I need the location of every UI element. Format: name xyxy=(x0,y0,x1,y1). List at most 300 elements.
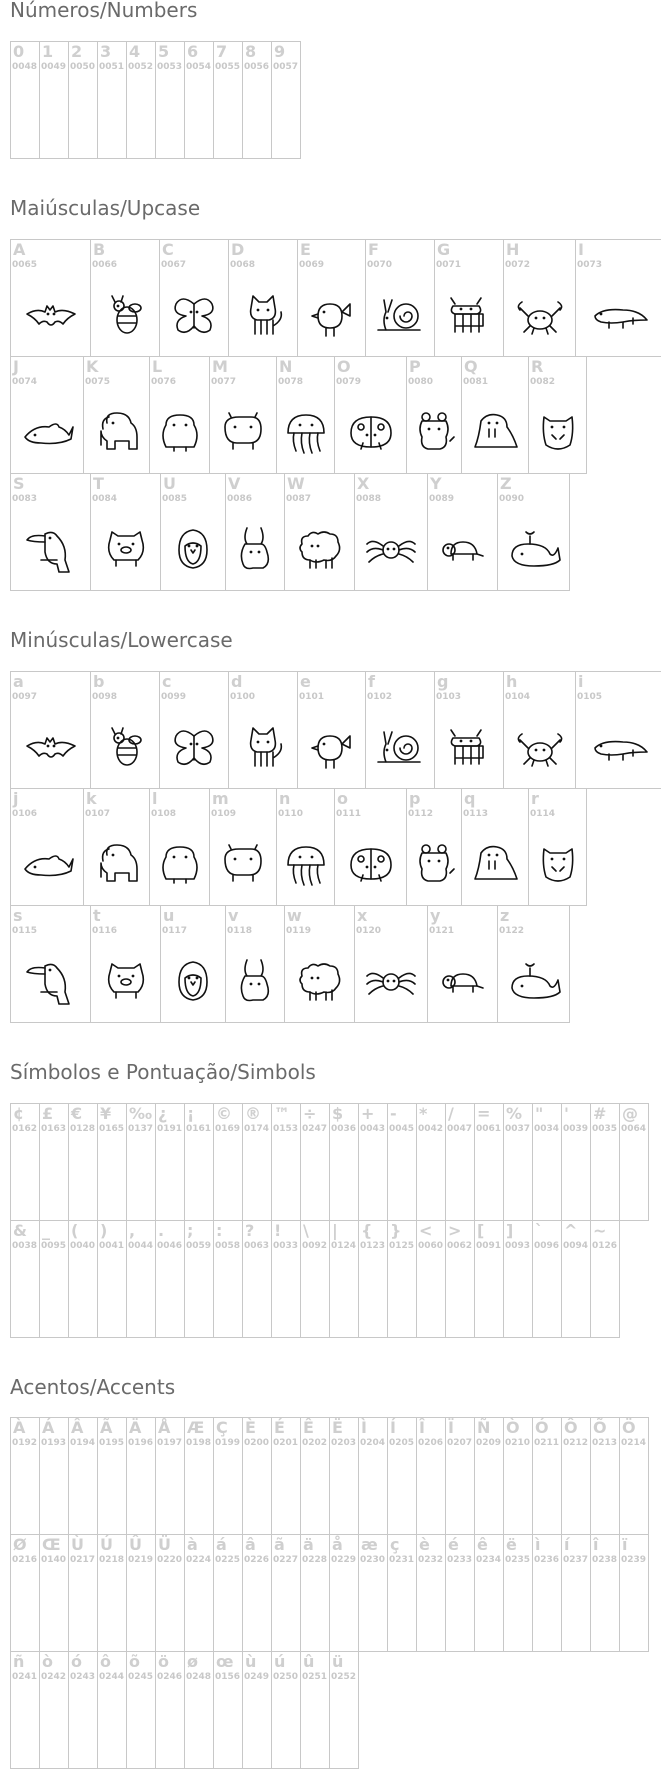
glyph-code: 0055 xyxy=(215,62,241,72)
glyph-code: 0106 xyxy=(12,809,38,819)
glyph-character: € xyxy=(71,1104,83,1123)
sheep-icon xyxy=(292,956,348,1006)
glyph-code: 0191 xyxy=(157,1124,183,1134)
hippo-icon xyxy=(215,839,271,889)
glyph-character: & xyxy=(13,1221,27,1240)
glyph-character: R xyxy=(531,357,544,376)
glyph-code: 0195 xyxy=(99,1438,125,1448)
glyph-cell xyxy=(68,1651,98,1769)
glyph-character: Ö xyxy=(622,1418,636,1437)
glyph-cell xyxy=(126,1651,156,1769)
glyph-character: Â xyxy=(71,1418,84,1437)
glyph-character: c xyxy=(162,672,172,691)
glyph-character: > xyxy=(448,1221,462,1240)
glyph-cell xyxy=(276,356,335,474)
glyph-cell xyxy=(126,1220,156,1338)
glyph-code: 0251 xyxy=(302,1672,328,1682)
glyph-character: Q xyxy=(464,357,478,376)
glyph-code: 0104 xyxy=(505,692,531,702)
glyph-code: 0053 xyxy=(157,62,183,72)
glyph-character: ¢ xyxy=(13,1104,25,1123)
glyph-cell xyxy=(39,41,69,159)
glyph-cell xyxy=(159,239,229,357)
glyph-code: 0063 xyxy=(244,1241,270,1251)
glyph-character: ® xyxy=(245,1104,261,1123)
spider-icon xyxy=(363,956,419,1006)
glyph-cell xyxy=(300,1103,330,1221)
glyph-character: ? xyxy=(245,1221,255,1240)
glyph-character: œ xyxy=(216,1652,234,1671)
glyph-character: [ xyxy=(477,1221,485,1240)
glyph-code: 0140 xyxy=(41,1555,67,1565)
dolphin-icon xyxy=(19,407,75,457)
section-title-upcase: Maiúsculas/Upcase xyxy=(10,196,201,220)
glyph-cell xyxy=(329,1534,359,1652)
glyph-character: © xyxy=(216,1104,232,1123)
owl-icon xyxy=(530,407,586,457)
glyph-character: l xyxy=(152,789,158,808)
glyph-cell xyxy=(503,239,576,357)
glyph-cell xyxy=(209,356,277,474)
glyph-code: 0064 xyxy=(621,1124,647,1134)
glyph-code: 0235 xyxy=(505,1555,531,1565)
glyph-code: 0238 xyxy=(592,1555,618,1565)
bird-icon xyxy=(304,290,360,340)
glyph-code: 0098 xyxy=(92,692,118,702)
glyph-character: ï xyxy=(622,1535,628,1554)
glyph-cell xyxy=(155,1417,185,1535)
glyph-cell xyxy=(590,1220,620,1338)
hamster-icon xyxy=(406,839,462,889)
glyph-code: 0043 xyxy=(360,1124,386,1134)
glyph-character: Ò xyxy=(506,1418,520,1437)
glyph-character: ì xyxy=(535,1535,541,1554)
glyph-cell xyxy=(474,1417,504,1535)
frog-icon xyxy=(152,407,208,457)
glyph-code: 0200 xyxy=(244,1438,270,1448)
glyph-code: 0034 xyxy=(534,1124,560,1134)
glyph-code: 0059 xyxy=(186,1241,212,1251)
glyph-cell xyxy=(329,1103,359,1221)
glyph-character: | xyxy=(332,1221,338,1240)
glyph-cell xyxy=(10,905,91,1023)
glyph-cell xyxy=(83,356,150,474)
cow-icon xyxy=(441,722,497,772)
glyph-code: 0219 xyxy=(128,1555,154,1565)
glyph-character: " xyxy=(535,1104,544,1123)
glyph-code: 0061 xyxy=(476,1124,502,1134)
penguin-icon xyxy=(165,524,221,574)
glyph-character: 5 xyxy=(158,42,170,61)
glyph-character: $ xyxy=(332,1104,344,1123)
glyph-code: 0114 xyxy=(530,809,556,819)
glyph-cell xyxy=(184,1220,214,1338)
bird-icon xyxy=(304,722,360,772)
glyph-character: 2 xyxy=(71,42,83,61)
glyph-code: 0209 xyxy=(476,1438,502,1448)
glyph-character: Ñ xyxy=(477,1418,491,1437)
glyph-code: 0054 xyxy=(186,62,212,72)
glyph-character: Z xyxy=(500,474,512,493)
glyph-cell xyxy=(184,1417,214,1535)
glyph-code: 0153 xyxy=(273,1124,299,1134)
glyph-cell xyxy=(358,1220,388,1338)
glyph-character: ) xyxy=(100,1221,108,1240)
glyph-character: å xyxy=(332,1535,343,1554)
glyph-code: 0111 xyxy=(336,809,362,819)
glyph-code: 0247 xyxy=(302,1124,328,1134)
glyph-character: < xyxy=(419,1221,433,1240)
glyph-code: 0040 xyxy=(70,1241,96,1251)
glyph-code: 0051 xyxy=(99,62,125,72)
glyph-cell xyxy=(97,41,127,159)
glyph-code: 0203 xyxy=(331,1438,357,1448)
glyph-code: 0204 xyxy=(360,1438,386,1448)
glyph-cell xyxy=(10,356,84,474)
glyph-character: É xyxy=(274,1418,285,1437)
glyph-character: õ xyxy=(129,1652,140,1671)
glyph-character: ã xyxy=(274,1535,285,1554)
glyph-character: ' xyxy=(564,1104,569,1123)
glyph-character: r xyxy=(531,789,539,808)
glyph-cell xyxy=(461,788,529,906)
glyph-cell xyxy=(10,788,84,906)
glyph-character: 3 xyxy=(100,42,112,61)
glyph-cell xyxy=(68,1417,98,1535)
glyph-character: ü xyxy=(332,1652,344,1671)
glyph-code: 0230 xyxy=(360,1555,386,1565)
whale-icon xyxy=(506,524,562,574)
glyph-code: 0102 xyxy=(367,692,393,702)
glyph-code: 0211 xyxy=(534,1438,560,1448)
glyph-code: 0097 xyxy=(12,692,38,702)
glyph-cell xyxy=(497,473,570,591)
glyph-code: 0086 xyxy=(227,494,253,504)
glyph-cell xyxy=(39,1534,69,1652)
glyph-code: 0076 xyxy=(151,377,177,387)
glyph-character: Ü xyxy=(158,1535,171,1554)
glyph-character: v xyxy=(228,906,239,925)
glyph-character: \ xyxy=(303,1221,309,1240)
glyph-cell xyxy=(97,1534,127,1652)
glyph-character: Ó xyxy=(535,1418,549,1437)
glyph-code: 0079 xyxy=(336,377,362,387)
glyph-cell xyxy=(503,1534,533,1652)
glyph-cell xyxy=(575,671,661,789)
glyph-character: Ù xyxy=(71,1535,84,1554)
glyph-character: Ä xyxy=(129,1418,142,1437)
glyph-code: 0236 xyxy=(534,1555,560,1565)
glyph-cell xyxy=(561,1220,591,1338)
glyph-cell xyxy=(10,1417,40,1535)
glyph-character: z xyxy=(500,906,510,925)
snail-icon xyxy=(372,290,428,340)
glyph-cell xyxy=(83,788,150,906)
glyph-code: 0165 xyxy=(99,1124,125,1134)
glyph-code: 0107 xyxy=(85,809,111,819)
glyph-cell xyxy=(445,1417,475,1535)
glyph-character: . xyxy=(158,1221,165,1240)
glyph-character: î xyxy=(593,1535,599,1554)
glyph-character: E xyxy=(300,240,311,259)
elephant-icon xyxy=(89,839,145,889)
glyph-character: S xyxy=(13,474,25,493)
glyph-character: - xyxy=(390,1104,397,1123)
glyph-character: / xyxy=(448,1104,454,1123)
glyph-cell xyxy=(159,671,229,789)
glyph-code: 0197 xyxy=(157,1438,183,1448)
glyph-character: û xyxy=(303,1652,315,1671)
glyph-code: 0108 xyxy=(151,809,177,819)
glyph-cell xyxy=(590,1103,620,1221)
glyph-cell xyxy=(149,356,210,474)
glyph-character: C xyxy=(162,240,174,259)
glyph-cell xyxy=(445,1103,475,1221)
glyph-cell xyxy=(532,1417,562,1535)
glyph-cell xyxy=(155,1534,185,1652)
snail-icon xyxy=(372,722,428,772)
glyph-character: m xyxy=(212,789,229,808)
pig-icon xyxy=(98,956,154,1006)
glyph-code: 0083 xyxy=(12,494,38,504)
glyph-character: Ô xyxy=(564,1418,578,1437)
glyph-character: Õ xyxy=(593,1418,607,1437)
glyph-code: 0109 xyxy=(211,809,237,819)
glyph-character: d xyxy=(231,672,243,691)
glyph-code: 0234 xyxy=(476,1555,502,1565)
glyph-code: 0091 xyxy=(476,1241,502,1251)
glyph-character: y xyxy=(430,906,441,925)
glyph-cell xyxy=(225,905,285,1023)
crocodile-icon xyxy=(593,290,649,340)
rabbit-icon xyxy=(227,524,283,574)
glyph-code: 0218 xyxy=(99,1555,125,1565)
glyph-cell xyxy=(497,905,570,1023)
glyph-character: N xyxy=(279,357,293,376)
glyph-character: í xyxy=(564,1535,570,1554)
glyph-code: 0087 xyxy=(286,494,312,504)
glyph-cell xyxy=(532,1103,562,1221)
glyph-character: h xyxy=(506,672,518,691)
glyph-character: 0 xyxy=(13,42,25,61)
glyph-code: 0249 xyxy=(244,1672,270,1682)
glyph-cell xyxy=(160,473,226,591)
glyph-code: 0231 xyxy=(389,1555,415,1565)
glyph-character: p xyxy=(409,789,421,808)
hippo-icon xyxy=(215,407,271,457)
glyph-cell xyxy=(97,1651,127,1769)
glyph-character: Û xyxy=(129,1535,142,1554)
whale-icon xyxy=(506,956,562,1006)
glyph-cell xyxy=(271,1651,301,1769)
glyph-character: n xyxy=(279,789,291,808)
glyph-code: 0038 xyxy=(12,1241,38,1251)
glyph-character: ñ xyxy=(13,1652,25,1671)
glyph-cell xyxy=(365,671,435,789)
glyph-cell xyxy=(271,41,301,159)
glyph-cell xyxy=(39,1103,69,1221)
glyph-character: 1 xyxy=(42,42,54,61)
glyph-character: @ xyxy=(622,1104,638,1123)
glyph-character: _ xyxy=(42,1221,50,1240)
glyph-code: 0039 xyxy=(563,1124,589,1134)
glyph-code: 0066 xyxy=(92,260,118,270)
glyph-code: 0202 xyxy=(302,1438,328,1448)
glyph-code: 0072 xyxy=(505,260,531,270)
glyph-code: 0199 xyxy=(215,1438,241,1448)
glyph-code: 0248 xyxy=(186,1672,212,1682)
glyph-code: 0068 xyxy=(230,260,256,270)
rabbit-icon xyxy=(227,956,283,1006)
glyph-code: 0077 xyxy=(211,377,237,387)
glyph-cell xyxy=(10,473,91,591)
glyph-code: 0241 xyxy=(12,1672,38,1682)
glyph-character: ~ xyxy=(593,1221,607,1240)
glyph-character: Æ xyxy=(187,1418,205,1437)
glyph-character: ë xyxy=(506,1535,517,1554)
glyph-cell xyxy=(406,788,462,906)
glyph-code: 0201 xyxy=(273,1438,299,1448)
glyph-character: * xyxy=(419,1104,428,1123)
glyph-character: ( xyxy=(71,1221,79,1240)
glyph-code: 0228 xyxy=(302,1555,328,1565)
owl-icon xyxy=(530,839,586,889)
cow-icon xyxy=(441,290,497,340)
glyph-cell xyxy=(365,239,435,357)
glyph-code: 0242 xyxy=(41,1672,67,1682)
glyph-character: 6 xyxy=(187,42,199,61)
glyph-cell xyxy=(354,905,428,1023)
glyph-code: 0198 xyxy=(186,1438,212,1448)
glyph-code: 0169 xyxy=(215,1124,241,1134)
glyph-code: 0117 xyxy=(162,926,188,936)
glyph-code: 0094 xyxy=(563,1241,589,1251)
glyph-code: 0162 xyxy=(12,1124,38,1134)
glyph-code: 0206 xyxy=(418,1438,444,1448)
glyph-character: k xyxy=(86,789,97,808)
glyph-character: + xyxy=(361,1104,375,1123)
glyph-character: J xyxy=(13,357,19,376)
glyph-cell xyxy=(276,788,335,906)
glyph-cell xyxy=(271,1534,301,1652)
glyph-character: À xyxy=(13,1418,26,1437)
glyph-code: 0216 xyxy=(12,1555,38,1565)
glyph-cell xyxy=(503,1220,533,1338)
glyph-character: e xyxy=(300,672,311,691)
glyph-character: Ë xyxy=(332,1418,343,1437)
glyph-code: 0044 xyxy=(128,1241,154,1251)
glyph-character: T xyxy=(93,474,104,493)
glyph-character: , xyxy=(129,1221,136,1240)
glyph-character: Y xyxy=(430,474,442,493)
glyph-cell xyxy=(354,473,428,591)
glyph-code: 0046 xyxy=(157,1241,183,1251)
glyph-cell xyxy=(10,1220,40,1338)
glyph-character: j xyxy=(13,789,19,808)
glyph-cell xyxy=(155,1220,185,1338)
glyph-code: 0161 xyxy=(186,1124,212,1134)
glyph-code: 0113 xyxy=(463,809,489,819)
glyph-cell xyxy=(271,1417,301,1535)
glyph-cell xyxy=(97,1417,127,1535)
glyph-cell xyxy=(297,671,366,789)
glyph-character: æ xyxy=(361,1535,378,1554)
ladybug-icon xyxy=(343,407,399,457)
glyph-code: 0237 xyxy=(563,1555,589,1565)
glyph-code: 0085 xyxy=(162,494,188,504)
glyph-character: G xyxy=(437,240,451,259)
glyph-code: 0243 xyxy=(70,1672,96,1682)
glyph-character: = xyxy=(477,1104,491,1123)
glyph-cell xyxy=(406,356,462,474)
glyph-code: 0213 xyxy=(592,1438,618,1448)
glyph-code: 0205 xyxy=(389,1438,415,1448)
glyph-cell xyxy=(126,1534,156,1652)
glyph-character: ä xyxy=(303,1535,314,1554)
glyph-code: 0048 xyxy=(12,62,38,72)
glyph-character: á xyxy=(216,1535,227,1554)
glyph-cell xyxy=(427,473,498,591)
pig-icon xyxy=(98,524,154,574)
glyph-cell xyxy=(329,1220,359,1338)
glyph-cell xyxy=(416,1220,446,1338)
glyph-character: B xyxy=(93,240,106,259)
glyph-character: % xyxy=(506,1104,523,1123)
glyph-cell xyxy=(329,1651,359,1769)
glyph-code: 0194 xyxy=(70,1438,96,1448)
glyph-character: a xyxy=(13,672,24,691)
glyph-code: 0065 xyxy=(12,260,38,270)
glyph-code: 0137 xyxy=(128,1124,154,1134)
glyph-code: 0233 xyxy=(447,1555,473,1565)
glyph-cell xyxy=(213,41,243,159)
jellyfish-icon xyxy=(278,839,334,889)
glyph-code: 0220 xyxy=(157,1555,183,1565)
glyph-cell xyxy=(503,671,576,789)
glyph-cell xyxy=(528,788,587,906)
glyph-code: 0118 xyxy=(227,926,253,936)
glyph-character: ™ xyxy=(274,1104,290,1123)
glyph-code: 0103 xyxy=(436,692,462,702)
glyph-cell xyxy=(228,671,298,789)
toucan-icon xyxy=(23,956,79,1006)
glyph-code: 0075 xyxy=(85,377,111,387)
glyph-code: 0071 xyxy=(436,260,462,270)
glyph-character: g xyxy=(437,672,449,691)
glyph-cell xyxy=(39,1220,69,1338)
glyph-cell xyxy=(445,1534,475,1652)
glyph-cell xyxy=(434,239,504,357)
glyph-cell xyxy=(225,473,285,591)
glyph-code: 0112 xyxy=(408,809,434,819)
glyph-cell xyxy=(387,1103,417,1221)
glyph-character: Å xyxy=(158,1418,171,1437)
glyph-cell xyxy=(97,1103,127,1221)
glyph-code: 0096 xyxy=(534,1241,560,1251)
glyph-character: K xyxy=(86,357,99,376)
glyph-character: ÷ xyxy=(303,1104,317,1123)
glyph-cell xyxy=(213,1220,243,1338)
crab-icon xyxy=(512,722,568,772)
glyph-character: A xyxy=(13,240,26,259)
glyph-character: u xyxy=(163,906,175,925)
glyph-character: o xyxy=(337,789,348,808)
glyph-code: 0227 xyxy=(273,1555,299,1565)
glyph-code: 0042 xyxy=(418,1124,444,1134)
glyph-character: é xyxy=(448,1535,459,1554)
glyph-cell xyxy=(445,1220,475,1338)
glyph-cell xyxy=(329,1417,359,1535)
